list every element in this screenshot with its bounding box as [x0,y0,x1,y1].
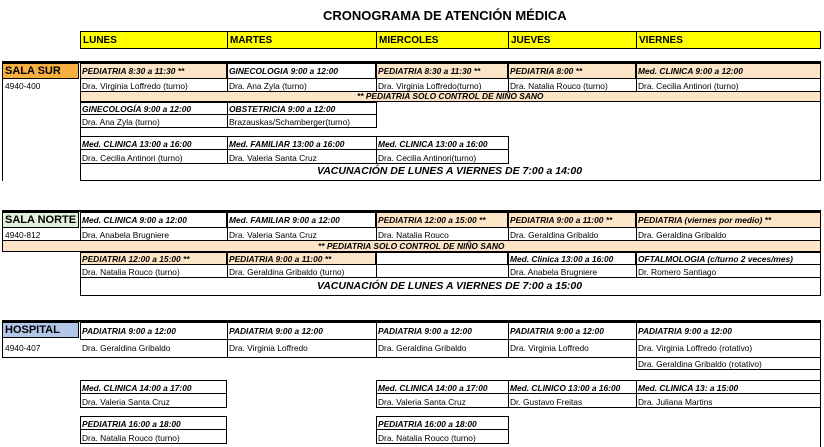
doctor-jueves: Dra. Anabela Brugniere [510,267,598,277]
doctor-lunes: Dra. Ana Zyla (turno) [82,117,160,127]
slot-lunes: PEDIATRIA 8:30 a 11:30 ** [82,66,185,76]
pediatria-note: ** PEDIATRIA SOLO CONTROL DE NIÑO SANO [357,91,544,101]
day-header-viernes: VIERNES [639,35,683,46]
doctor-lunes: Dra. Valeria Santa Cruz [82,397,170,407]
phone-number: 4940-812 [5,230,41,240]
doctor-lunes: Dra. Natalia Rouco (turno) [82,433,180,443]
doctor-viernes-rotativo: Dra. Geraldina Gribaldo (rotativo) [638,359,762,369]
doctor-lunes: Dra. Natalia Rouco (turno) [82,267,180,277]
day-header-martes: MARTES [230,35,273,46]
doctor-martes: Dra. Valeria Santa Cruz [229,153,317,163]
pediatria-note: ** PEDIATRIA SOLO CONTROL DE NIÑO SANO [318,241,505,251]
doctor-martes: Dra. Geraldina Gribaldo (turno) [229,267,345,277]
doctor-martes: Brazauskas/Schamberger(turno) [229,117,351,127]
day-header-bar [80,31,821,49]
doctor-jueves: Dr. Gustavo Freitas [510,397,583,407]
doctor-miercoles: Dra. Virginia Loffredo(turno) [378,81,482,91]
slot-miercoles: PEDIATRIA 16:00 a 18:00 [378,419,477,429]
doctor-miercoles: Dra. Geraldina Gribaldo [378,343,467,353]
slot-miercoles: Med. CLINICA 13:00 a 16:00 [378,139,488,149]
doctor-viernes: Dra. Virginia Loffredo (rotativo) [638,343,753,353]
slot-jueves: PADIATRIA 9:00 a 12:00 [510,326,604,336]
doctor-lunes: Dra. Anabela Brugniere [82,230,170,240]
slot-miercoles: PEDIATRIA 8:30 a 11:30 ** [378,66,481,76]
day-header-miercoles: MIERCOLES [379,35,439,46]
slot-jueves: Med. CLINICO 13:00 a 16:00 [510,383,621,393]
slot-lunes: PADIATRIA 9:00 a 12:00 [82,326,176,336]
doctor-martes: Dra. Virginia Loffredo [229,343,308,353]
doctor-jueves: Dra. Virginia Loffredo [510,343,589,353]
doctor-lunes: Dra. Geraldina Gribaldo [82,343,171,353]
slot-martes: OBSTETRICIA 9:00 a 12:00 [229,104,336,114]
doctor-martes: Dra. Ana Zyla (turno) [229,81,307,91]
section-name: SALA SUR [5,65,61,77]
vacunacion-schedule: VACUNACIÓN DE LUNES A VIERNES DE 7:00 a 15:00 [317,280,583,292]
doctor-viernes: Dra. Cecilia Antinori (turno) [638,81,739,91]
doctor-viernes: Dra. Geraldina Gribaldo [638,230,727,240]
section-name: SALA NORTE [5,214,77,226]
slot-lunes: Med. CLINICA 9:00 a 12:00 [82,215,187,225]
slot-martes: GINECOLOGIA 9:00 a 12:00 [229,66,339,76]
slot-miercoles: Med. CLINICA 14:00 a 17:00 [378,383,488,393]
slot-viernes: PADIATRIA 9:00 a 12:00 [638,326,732,336]
section-name: HOSPITAL [5,324,60,336]
slot-martes: Med. FAMILIAR 13:00 a 16:00 [229,139,345,149]
slot-viernes: Med. CLINICA 13: a 15:00 [638,383,739,393]
phone-number: 4940-400 [5,81,41,91]
slot-viernes: PEDIATRIA (viernes por medio) ** [638,215,772,225]
doctor-viernes: Dr. Romero Santiago [638,267,717,277]
phone-number: 4940-407 [5,343,41,353]
slot-jueves: Med. Clinica 13:00 a 16:00 [510,254,614,264]
doctor-lunes: Dra. Virginia Loffredo (turno) [82,81,188,91]
slot-martes: PADIATRIA 9:00 a 12:00 [229,326,323,336]
doctor-miercoles: Dra. Cecilia Antinori(turno) [378,153,477,163]
slot-lunes: PEDIATRIA 16:00 a 18:00 [82,419,181,429]
day-header-lunes: LUNES [83,35,117,46]
page-title: CRONOGRAMA DE ATENCIÓN MÉDICA [323,8,567,23]
slot-jueves: PEDIATRIA 9:00 a 11:00 ** [510,215,613,225]
doctor-jueves: Dra. Geraldina Gribaldo [510,230,599,240]
day-header-jueves: JUEVES [511,35,551,46]
slot-lunes: Med. CLINICA 14:00 a 17:00 [82,383,192,393]
slot-lunes: Med. CLINICA 13:00 a 16:00 [82,139,192,149]
doctor-viernes: Dra. Juliana Martins [638,397,713,407]
doctor-miercoles: Dra. Natalia Rouco [378,230,449,240]
slot-miercoles: PEDIATRIA 12:00 a 15:00 ** [378,215,486,225]
doctor-martes: Dra. Valeria Santa Cruz [229,230,317,240]
slot-viernes: OFTALMOLOGIA (c/turno 2 veces/mes) [638,254,793,264]
slot-viernes: Med. CLINICA 9:00 a 12:00 [638,66,743,76]
slot-miercoles: PADIATRIA 9:00 a 12:00 [378,326,472,336]
doctor-jueves: Dra. Natalia Rouco (turno) [510,81,608,91]
slot-lunes: PEDIATRIA 12:00 a 15:00 ** [82,254,190,264]
vacunacion-schedule: VACUNACIÓN DE LUNES A VIERNES DE 7:00 a 14:00 [317,165,583,177]
doctor-miercoles: Dra. Natalia Rouco (turno) [378,433,476,443]
doctor-miercoles: Dra. Valeria Santa Cruz [378,397,466,407]
slot-martes: PEDIATRIA 9:00 a 11:00 ** [229,254,332,264]
slot-jueves: PEDIATRIA 8:00 ** [510,66,583,76]
doctor-lunes: Dra. Cecilia Antinori (turno) [82,153,183,163]
slot-lunes: GINECOLOGÍA 9:00 a 12:00 [82,104,192,114]
slot-martes: Med. FAMILIAR 9:00 a 12:00 [229,215,340,225]
